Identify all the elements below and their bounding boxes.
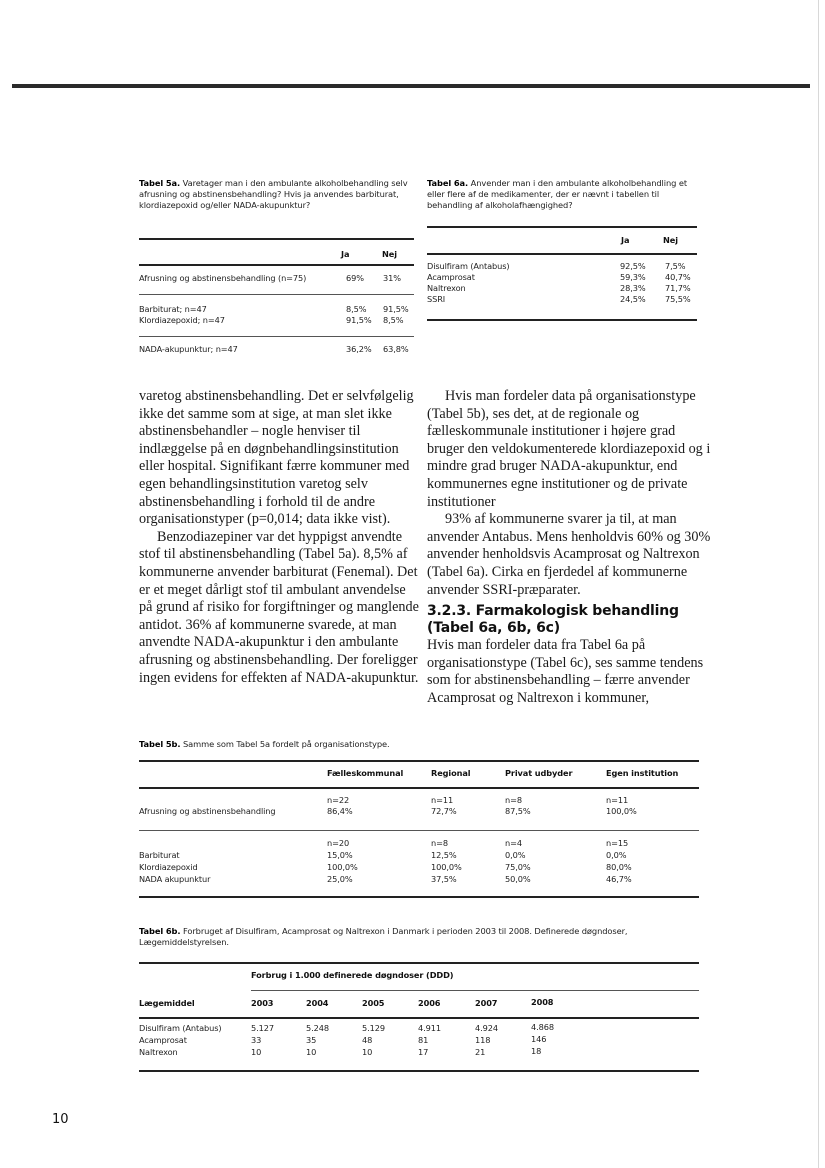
caption-text: Anvender man i den ambulante alkoholbehandling et eller flere af de medikamenter, der er nævnt i tabellen til behandling af alkoholafhængighed? xyxy=(427,178,687,211)
value: 118 xyxy=(475,1035,491,1045)
year-header: 2004 xyxy=(306,998,329,1008)
table-rule xyxy=(139,264,414,266)
value: 10 xyxy=(362,1047,373,1057)
caption-text: Forbruget af Disulfiram, Acamprosat og Naltrexon i Danmark i perioden 2003 til 2008. Definerede døgndoser, Lægemiddelstyrelsen. xyxy=(139,926,628,948)
value: 33 xyxy=(251,1035,262,1045)
table-rule xyxy=(139,787,699,789)
sample-size: n=11 xyxy=(431,795,454,805)
caption-label: Tabel 6a. xyxy=(427,178,469,188)
value: 37,5% xyxy=(431,874,457,884)
value: 100,0% xyxy=(606,806,637,816)
table-rule xyxy=(139,962,699,964)
row-label: Disulfiram (Antabus) xyxy=(139,1023,222,1033)
column-header: Fælleskommunal xyxy=(327,768,404,778)
year-header: 2008 xyxy=(531,997,554,1007)
column-header: Egen institution xyxy=(606,768,679,778)
value: 100,0% xyxy=(327,862,358,872)
value: 5.248 xyxy=(306,1023,329,1033)
value: 17 xyxy=(418,1047,429,1057)
value-nej: 71,7% xyxy=(665,283,691,293)
sample-size: n=11 xyxy=(606,795,629,805)
year-header: 2005 xyxy=(362,998,385,1008)
row-label: Naltrexon xyxy=(427,283,466,293)
paragraph: Hvis man fordeler data fra Tabel 6a på organisationstype (Tabel 6c), ses samme tendens som for abstinensbehandling – færre anvender Acamprosat og Naltrexon i kommuner, xyxy=(427,637,704,706)
row-label: Acamprosat xyxy=(139,1035,187,1045)
row-header: Lægemiddel xyxy=(139,998,195,1008)
caption-label: Tabel 5a. xyxy=(139,178,181,188)
table-6b-caption xyxy=(139,926,699,948)
value: 4.924 xyxy=(475,1023,498,1033)
section-heading: 3.2.3. Farmakologisk behandling (Tabel 6a, 6b, 6c) xyxy=(427,603,679,636)
value: 48 xyxy=(362,1035,373,1045)
sample-size: n=22 xyxy=(327,795,350,805)
sample-size: n=8 xyxy=(431,838,448,848)
row-label: Barbiturat xyxy=(139,850,180,860)
value: 100,0% xyxy=(431,862,462,872)
sample-size: n=20 xyxy=(327,838,350,848)
table-6a-caption xyxy=(427,178,702,212)
value: 87,5% xyxy=(505,806,531,816)
header-rule xyxy=(12,84,810,88)
value-ja: 8,5% xyxy=(346,304,367,314)
page-number: 10 xyxy=(52,1112,69,1127)
table-rule xyxy=(427,226,697,228)
table-rule xyxy=(139,1070,699,1072)
body-left-column xyxy=(139,388,421,687)
row-label: Barbiturat; n=47 xyxy=(139,304,207,314)
value: 72,7% xyxy=(431,806,457,816)
value-nej: 91,5% xyxy=(383,304,409,314)
body-right-column xyxy=(427,388,712,599)
value: 5.127 xyxy=(251,1023,274,1033)
table-divider xyxy=(139,294,414,295)
value-ja: 69% xyxy=(346,273,364,283)
column-header-nej: Nej xyxy=(663,235,678,245)
page-edge xyxy=(818,0,819,1168)
caption-label: Tabel 5b. xyxy=(139,739,181,749)
value-ja: 91,5% xyxy=(346,315,372,325)
value-ja: 92,5% xyxy=(620,261,646,271)
value: 18 xyxy=(531,1046,542,1056)
column-header: Regional xyxy=(431,768,471,778)
caption-label: Tabel 6b. xyxy=(139,926,181,936)
table-rule xyxy=(139,238,414,240)
group-header-rule xyxy=(251,990,699,991)
table-rule xyxy=(139,896,699,898)
row-label: Acamprosat xyxy=(427,272,475,282)
value-ja: 24,5% xyxy=(620,294,646,304)
year-header: 2003 xyxy=(251,998,274,1008)
value-nej: 7,5% xyxy=(665,261,686,271)
table-divider xyxy=(139,336,414,337)
row-label: Naltrexon xyxy=(139,1047,178,1057)
table-rule xyxy=(139,1017,699,1019)
sample-size: n=8 xyxy=(505,795,522,805)
value: 5.129 xyxy=(362,1023,385,1033)
table-divider xyxy=(139,830,699,831)
value-nej: 40,7% xyxy=(665,272,691,282)
caption-text: Varetager man i den ambulante alkoholbehandling selv afrusning og abstinensbehandling? Hvis ja anvendes barbiturat, klordiazepoxid og/eller NADA-akupunktur? xyxy=(139,178,408,211)
value-nej: 31% xyxy=(383,273,401,283)
table-rule xyxy=(139,760,699,762)
value-nej: 63,8% xyxy=(383,344,409,354)
value: 0,0% xyxy=(505,850,526,860)
value: 4.911 xyxy=(418,1023,441,1033)
row-label: Klordiazepoxid; n=47 xyxy=(139,315,225,325)
group-header: Forbrug i 1.000 definerede døgndoser (DDD) xyxy=(251,970,454,980)
row-label: NADA-akupunktur; n=47 xyxy=(139,344,238,354)
paragraph: Hvis man fordeler data på organisationstype (Tabel 5b), ses det, at de regionale og fælleskommunale institutioner i højere grad bruger den veldokumenterede klordiazepoxid og i mindre grad bruger NADA-akupunktur, end kommunernes egne institutioner og de private institutioner xyxy=(427,388,711,510)
caption-text: Samme som Tabel 5a fordelt på organisationstype. xyxy=(180,739,390,749)
column-header-nej: Nej xyxy=(382,249,397,259)
table-5a-caption xyxy=(139,178,414,212)
paragraph: varetog abstinensbehandling. Det er selvfølgelig ikke det samme som at sige, at man slet ikke abstinensbehandler – nogle henviser til indlæggelse på en døgnbehandlingsinstitution eller hospital. Signifikant færre kommuner med egen behandlingsinstitution varetog selv abstinensbehandling i forhold til de andre organisationstyper (p=0,014; data ikke vist). xyxy=(139,388,414,528)
value-ja: 36,2% xyxy=(346,344,372,354)
value: 46,7% xyxy=(606,874,632,884)
sample-size: n=15 xyxy=(606,838,629,848)
value-ja: 28,3% xyxy=(620,283,646,293)
year-header: 2006 xyxy=(418,998,441,1008)
value: 80,0% xyxy=(606,862,632,872)
column-header: Privat udbyder xyxy=(505,768,573,778)
row-label: SSRI xyxy=(427,294,446,304)
row-label: Klordiazepoxid xyxy=(139,862,198,872)
row-label: Disulfiram (Antabus) xyxy=(427,261,510,271)
value: 0,0% xyxy=(606,850,627,860)
value-nej: 75,5% xyxy=(665,294,691,304)
table-rule xyxy=(427,253,697,255)
sample-size: n=4 xyxy=(505,838,522,848)
section-body xyxy=(427,637,712,707)
paragraph: Benzodiazepiner var det hyppigst anvendte stof til abstinensbehandling (Tabel 5a). 8,5% af kommunerne anvender barbiturat (Fenemal). Det er et meget dårligt stof til ambulant anvendelse på grund af risiko for forgiftninger og manglende antidot. 36% af kommunerne svarede, at man anvendte NADA-akupunktur i den ambulante afrusning og abstinensbehandling. Der foreligger ingen evidens for effekten af NADA-akupunktur. xyxy=(139,528,419,686)
value: 21 xyxy=(475,1047,486,1057)
value: 10 xyxy=(251,1047,262,1057)
value: 81 xyxy=(418,1035,429,1045)
row-label: Afrusning og abstinensbehandling xyxy=(139,806,276,816)
value: 146 xyxy=(531,1034,547,1044)
paragraph: 93% af kommunerne svarer ja til, at man anvender Antabus. Mens henholdvis 60% og 30% anvender henholdsvis Acamprosat og Naltrexon (Tabel 6a). Cirka en fjerdedel af kommunerne anvender SSRI-præparater. xyxy=(427,511,711,598)
row-label: Afrusning og abstinensbehandling (n=75) xyxy=(139,273,307,283)
value: 12,5% xyxy=(431,850,457,860)
year-header: 2007 xyxy=(475,998,498,1008)
value-nej: 8,5% xyxy=(383,315,404,325)
row-label: NADA akupunktur xyxy=(139,874,211,884)
column-header-ja: Ja xyxy=(621,235,630,245)
value-ja: 59,3% xyxy=(620,272,646,282)
value: 50,0% xyxy=(505,874,531,884)
value: 35 xyxy=(306,1035,317,1045)
value: 10 xyxy=(306,1047,317,1057)
value: 86,4% xyxy=(327,806,353,816)
value: 75,0% xyxy=(505,862,531,872)
table-5b-caption xyxy=(139,739,699,750)
table-rule xyxy=(427,319,697,321)
value: 4.868 xyxy=(531,1022,554,1032)
column-header-ja: Ja xyxy=(341,249,350,259)
value: 25,0% xyxy=(327,874,353,884)
value: 15,0% xyxy=(327,850,353,860)
